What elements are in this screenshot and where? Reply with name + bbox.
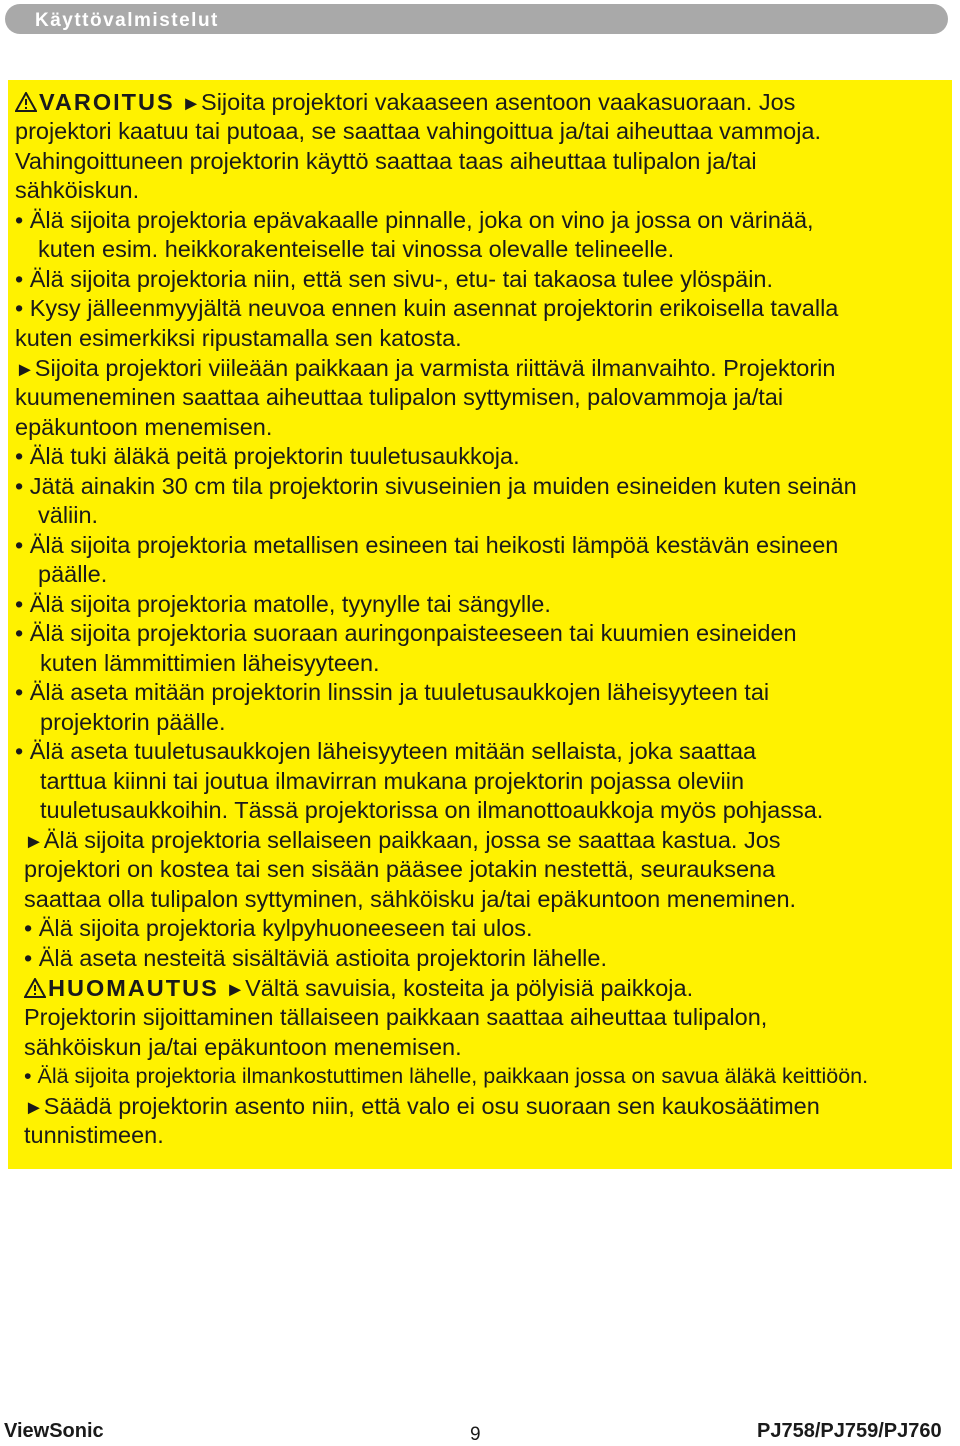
- caution-heading-line: [24, 974, 693, 1006]
- warning-triangle-icon: [15, 92, 37, 112]
- arrow-icon: ►: [24, 1097, 44, 1119]
- warning-text: projektori kaatuu tai putoaa, se saattaa vahingoittua ja/tai aiheuttaa vammoja.: [15, 118, 822, 144]
- warning-bullet-continuation: päälle.: [38, 561, 108, 587]
- warning-text: projektori on kostea tai sen sisään pääsee jotakin nestettä, seurauksena: [24, 856, 776, 882]
- warning-bullet-continuation: tarttua kiinni tai joutua ilmavirran mukana projektorin pojassa oleviin: [40, 768, 745, 794]
- warning-ventilation-line: [15, 354, 835, 386]
- caution-text: Säädä projektorin asento niin, että valo ei osu suoraan sen kaukosäätimen: [43, 1093, 820, 1119]
- warning-bullet: • Kysy jälleenmyyjältä neuvoa ennen kuin asennat projektorin erikoisella tavalla: [15, 295, 839, 321]
- warning-bullet: • Älä aseta nesteitä sisältäviä astioita projektorin lähelle.: [24, 945, 607, 971]
- caution-text: Projektorin sijoittaminen tällaiseen paikkaan saattaa aiheuttaa tulipalon,: [24, 1004, 768, 1030]
- warning-bullet: • Älä tuki äläkä peitä projektorin tuuletusaukkoja.: [15, 443, 520, 469]
- caution-text: Vältä savuisia, kosteita ja pölyisiä paikkoja.: [245, 975, 694, 1001]
- warning-bullet-continuation: kuten esim. heikkorakenteiselle tai vinossa olevalle telineelle.: [38, 236, 675, 262]
- warning-bullet-continuation: tuuletusaukkoihin. Tässä projektorissa on ilmanottoaukkoja myös pohjassa.: [40, 797, 824, 823]
- warning-bullet: • Älä aseta tuuletusaukkojen läheisyyteen mitään sellaista, joka saattaa: [15, 738, 757, 764]
- warning-text: sähköiskun.: [15, 177, 140, 203]
- warning-text: saattaa olla tulipalon syttyminen, sähköisku ja/tai epäkuntoon meneminen.: [24, 886, 797, 912]
- warning-text: epäkuntoon menemisen.: [15, 414, 273, 440]
- caution-label: HUOMAUTUS: [48, 975, 219, 1001]
- section-title: Käyttövalmistelut: [35, 10, 219, 31]
- section-header-bar: [5, 4, 948, 34]
- warning-bullet: • Jätä ainakin 30 cm tila projektorin sivuseinien ja muiden esineiden kuten seinän: [15, 473, 857, 499]
- warning-water-line: [24, 826, 781, 858]
- warning-bullet: • Älä sijoita projektoria niin, että sen sivu-, etu- tai takaosa tulee ylöspäin.: [15, 266, 774, 292]
- warning-label: VAROITUS: [39, 89, 175, 115]
- warning-bullet: • Älä sijoita projektoria metallisen esineen tai heikosti lämpöä kestävän esineen: [15, 532, 839, 558]
- warning-text: kuumeneminen saattaa aiheuttaa tulipalon syttymisen, palovammoja ja/tai: [15, 384, 784, 410]
- warning-bullet-continuation: kuten lämmittimien läheisyyteen.: [40, 650, 380, 676]
- warning-bullet: • Älä aseta mitään projektorin linssin ja tuuletusaukkojen läheisyyteen tai: [15, 679, 770, 705]
- warning-text: Älä sijoita projektoria sellaiseen paikkaan, jossa se saattaa kastua. Jos: [43, 827, 781, 853]
- warning-bullet-continuation: kuten esimerkiksi ripustamalla sen katosta.: [15, 325, 462, 351]
- warning-triangle-icon: [24, 978, 46, 998]
- arrow-icon: ►: [225, 979, 246, 1001]
- arrow-icon: ►: [15, 359, 35, 381]
- footer-model: PJ758/PJ759/PJ760: [757, 1420, 942, 1442]
- warning-text: Sijoita projektori vakaaseen asentoon vaakasuoraan. Jos: [201, 89, 796, 115]
- caution-text: tunnistimeen.: [24, 1122, 164, 1148]
- warning-heading-line: [15, 88, 795, 120]
- warning-bullet: • Älä sijoita projektoria suoraan auringonpaisteeseen tai kuumien esineiden: [15, 620, 797, 646]
- warning-bullet-continuation: projektorin päälle.: [40, 709, 226, 735]
- warning-bullet-continuation: väliin.: [38, 502, 99, 528]
- arrow-icon: ►: [181, 93, 202, 115]
- arrow-icon: ►: [24, 831, 44, 853]
- warning-text: Vahingoittuneen projektorin käyttö saattaa taas aiheuttaa tulipalon ja/tai: [15, 148, 757, 174]
- warning-bullet: • Älä sijoita projektoria matolle, tyynylle tai sängylle.: [15, 591, 551, 617]
- warning-bullet: • Älä sijoita projektoria epävakaalle pinnalle, joka on vino ja jossa on värinää,: [15, 207, 814, 233]
- caution-bullet: • Älä sijoita projektoria ilmankostuttimen lähelle, paikkaan jossa on savua äläkä keittiöön.: [24, 1064, 869, 1088]
- page-number: 9: [470, 1424, 481, 1445]
- caution-remote-line: [24, 1092, 820, 1124]
- warning-bullet: • Älä sijoita projektoria kylpyhuoneeseen tai ulos.: [24, 915, 533, 941]
- caution-text: sähköiskun ja/tai epäkuntoon menemisen.: [24, 1034, 462, 1060]
- footer-brand: ViewSonic: [4, 1420, 104, 1442]
- warning-text: Sijoita projektori viileään paikkaan ja varmista riittävä ilmanvaihto. Projektorin: [34, 355, 836, 381]
